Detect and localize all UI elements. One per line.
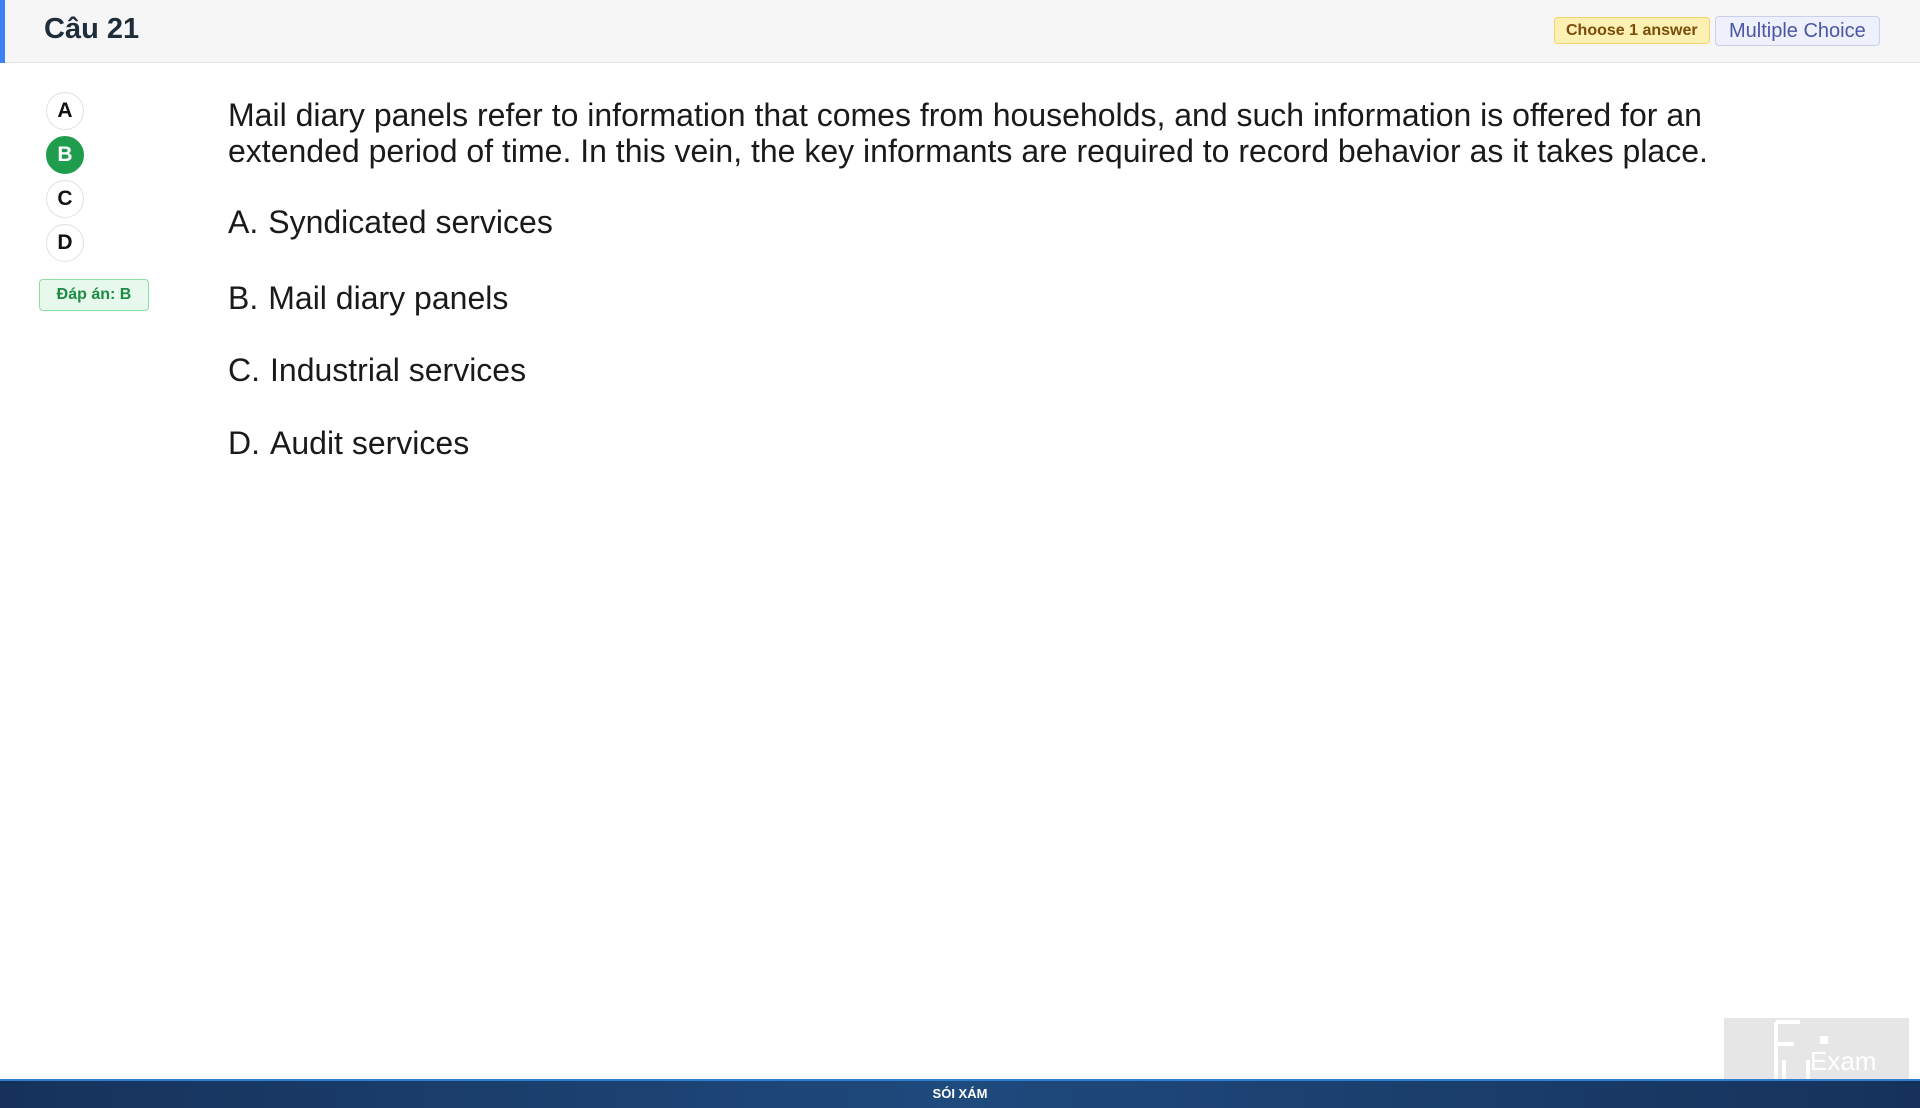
option-text: Audit services — [270, 425, 470, 461]
option-letter: C. — [228, 352, 260, 388]
option-text: Industrial services — [270, 352, 527, 388]
correct-answer-badge: Đáp án: B — [39, 279, 149, 311]
option-letter: A. — [228, 204, 259, 240]
option-c — [228, 352, 526, 389]
answer-option-c[interactable]: C — [46, 180, 84, 218]
answer-option-b[interactable]: B — [46, 136, 84, 174]
option-letter: D. — [228, 425, 260, 461]
option-text: Mail diary panels — [268, 280, 509, 316]
option-letter: B. — [228, 280, 259, 316]
answer-option-d[interactable]: D — [46, 224, 84, 262]
footer-text: SÓI XÁM — [932, 1086, 988, 1101]
option-text: Syndicated services — [268, 204, 553, 240]
answer-option-a[interactable]: A — [46, 92, 84, 130]
question-header — [0, 0, 1920, 63]
footer-bar — [0, 1079, 1920, 1108]
question-type-badge: Multiple Choice — [1715, 16, 1880, 46]
header-accent-bar — [0, 0, 5, 63]
question-text: Mail diary panels refer to information that comes from households, and such information is offered for an extended period of time. In this vein, the key informants are required to record behavior as it takes place. — [228, 97, 1708, 169]
logo-text: Exam — [1810, 1046, 1877, 1076]
option-b — [228, 280, 508, 317]
choose-answer-badge: Choose 1 answer — [1554, 17, 1710, 44]
option-d — [228, 425, 469, 462]
question-title: Câu 21 — [44, 13, 140, 45]
option-a — [228, 204, 553, 241]
